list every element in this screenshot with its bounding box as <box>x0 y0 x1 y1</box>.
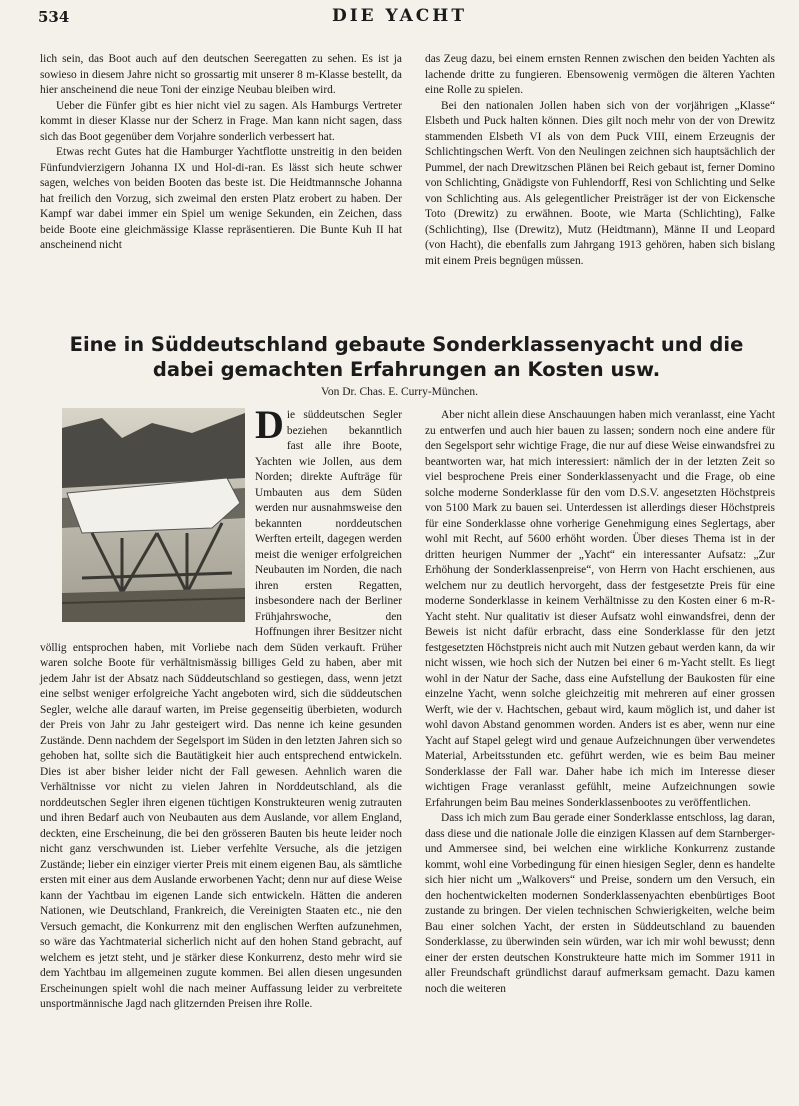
paragraph: Ueber die Fünfer gibt es hier nicht viel zu sagen. Als Hamburgs Vertreter kommt in dieser Klasse nur der Scherz in Frage. Man kann nicht sagen, dass sich das Boot gegenüber dem Vorjahre sonderlich verbessert hat. <box>40 99 402 143</box>
top-left-column <box>40 52 402 254</box>
paragraph: Bei den nationalen Jollen haben sich von der vorjährigen „Klasse“ Elsbeth und Puck halten können. Dies gilt noch mehr von der von Drewitz stammenden Elsbeth VI als von dem Puck VIII, einem Erzeugnis der Schlichtingschen Werft. Von den Neulingen zeichnen sich hauptsächlich der Pummel, der nach Drewitzschen Plänen bei Reich gebaut ist, ferner Domino von Schlichting, Gnädigste von Fuhlendorff, Resi von Schlichting und Selke von Schlichting aus. Als gelegentlicher Preisträger ist der von Eickensche Toto (Drewitz) zu erwähnen. Boote, wie Marta (Schlichting), Falke (Schlichting), Ilse (Drewitz), Mutz (Heidtmann), Männe II und Leopard (von Hacht), die ebenfalls zum Jahrgang 1913 gehören, haben sich bislang mit einem Preis begnügen müssen. <box>425 99 775 267</box>
photo-placeholder <box>40 408 255 626</box>
paragraph: lich sein, das Boot auch auf den deutschen Seeregatten zu sehen. Es ist ja sowieso in diesem Jahre nicht so grossartig mit unserer 8 m-Klasse bestellt, da hier anscheinend die neue Toni der einzige Neubau bleiben wird. <box>40 53 402 96</box>
paragraph: Dass ich mich zum Bau gerade einer Sonderklasse entschloss, lag daran, dass diese und die nationale Jolle die einzigen Klassen auf dem Starnberger- und Ammersee sind, bei welchen eine wirkliche Konkurrenz zustande kommt, wohl eine Vorbedingung für einen hiesigen Segler, denn es handelte sich hier nicht um „Walkovers“ und Preise, sondern um den Versuch, ein den hochentwickelten modernen Sonderklassenyachten ebenbürtiges Boot zustande zu bringen. Der vielen technischen Schwierigkeiten, welche beim Bau einer solchen Yacht, der ersten in Süddeutschland zu bauenden Sonderklasse, zu überwinden sein würden, war ich mir wohl bewusst; denn einer der ersten deutschen Konstrukteure hatte mich im Sommer 1911 in aller Freundschaft gründlichst darauf aufmerksam gemacht. Dazu kamen noch die weiteren <box>425 812 775 995</box>
drop-cap: D <box>255 402 284 447</box>
running-head: DIE YACHT <box>331 6 468 26</box>
article-title: Eine in Süddeutschland gebaute Sonderklassenyacht und die dabei gemachten Erfahrungen an Kosten usw. <box>69 333 744 381</box>
paragraph: das Zeug dazu, bei einem ernsten Rennen zwischen den beiden Yachten als lachende dritte zu fungieren. Ebensowenig vermögen die älteren Yachten eine Rolle zu spielen. <box>425 53 775 96</box>
top-right-column <box>425 52 775 269</box>
paragraph: Etwas recht Gutes hat die Hamburger Yachtflotte unstreitig in den beiden Fünfundvierzigern Johanna IX und Hol-di-ran. Es lässt sich heute schwer sagen, welches von beiden Booten das beste ist. Die Heidtmannsche Johanna hat freilich den Vorzug, sich zweimal den ersten Platz erobert zu haben. Der Kampf war dabei immer ein Spiel um wenige Sekunden, ein Zeichen, dass beide Boote eine gleichmässige Klasse repräsentieren. Die Bunte Kuh II hat anscheinend nicht <box>40 146 402 251</box>
article-left-column <box>40 402 402 1013</box>
article-byline: Von Dr. Chas. E. Curry-München. <box>321 386 478 398</box>
paragraph: Aber nicht allein diese Anschauungen haben mich veranlasst, eine Yacht zu entwerfen und auch hier bauen zu lassen; sondern noch eine andere für den Segelsport sehr wichtige Frage, die nur auf diese Weise einwandsfrei zu beantworten war, hat mich interessiert: nämlich der in der letzten Zeit so viel besprochene Preis einer Sonderklassenyacht und die Frage, ob eine solche moderne Sonderklasse für den vom D.S.V. angesetzten Höchstpreis von 5100 Mark zu bauen sei. Unterdessen ist allerdings dieser Höchstpreis für eine Sonderklasse ohne vorherige Genehmigung eines Seglertags, aber wohl mit Recht, auf 5600 erhöht worden. Über dieses Thema ist in der dritten heurigen Nummer der „Yacht“ ein interessanter Aufsatz: „Zur Erhöhung der Sonderklassenpreise“, von Herrn von Hacht erschienen, aus welchem nur zu deutlich hervorgeht, dass der festgesetzte Preis für eine moderne Sonderklasse in keinem Verhältnisse zu den Kosten einer 6 m-R-Yacht steht. Nur qualitativ ist dieser Aufsatz wohl einwandsfrei, denn der Beweis ist nicht dafür erbracht, dass eine Sonderklasse für den jetzt festgesetzten Höchstpreis nicht auch mit Nutzen gebaut werden kann, da wir nicht wissen, wie hoch sich der Nutzen bei einer 6 m-Yacht stellt. Es liegt wohl in der Natur der Sache, dass eine Aufstellung der Baukosten für eine einzelne Yacht, wenn solche gleichzeitig mit mehreren auf einer grossen Werft, wie der v. Hachtschen, gebaut wird, kaum möglich ist, und daher ist wohl davon Abstand genommen worden. Anders ist es aber, wenn nur eine Yacht auf Stapel gelegt wird und genaue Aufzeichnungen über verwendetes Material, Arbeitsstunden etc. geführt werden, wie es beim Bau meiner Sonderklasse der Fall war. Daher habe ich mich im Interesse dieser wichtigen Frage veranlasst gefühlt, meine Aufzeichnungen sowie Erfahrungen beim Bau meines Sonderklassenbootes zu veröffentlichen. <box>425 409 775 809</box>
paragraph-text: ie süddeutschen Segler beziehen bekanntlich fast alle ihre Boote, Yachten wie Jollen, aus dem Norden; direkte Aufträge für Umbauten aus dem Süden werden nur ausnahmsweise den bekannten norddeutschen Werften erteilt, dagegen werden meist die weniger erfolgreichen Neubauten im Norden, die nach ihren ersten Regatten, insbesondere nach der Berliner Frühjahrswoche, den Hoffnungen ihrer Besitzer nicht völlig entsprochen haben, mit Vorliebe nach dem Süden verkauft. Früher waren solche Boote für verhältnismässig billiges Geld zu haben, aber mit jedem Jahr ist der Absatz nach Süddeutschland so gestiegen, dass, wenn jetzt eine selbst weniger erfolgreiche Yacht angeboten wird, sich die süddeutschen Segler, welche alle darauf warten, im Preise gegenseitig überbieten, wodurch der Preis von Jahr zu Jahr gesteigert wird. Das nenne ich keine gesunden Zustände. Denn nachdem der Segelsport im Süden in den letzten Jahren sich so gehoben hat, sollte sich die Bautätigkeit hier auch entsprechend entwickeln. Dies ist aber bisher leider nicht der Fall gewesen. Aehnlich waren die Verhältnisse vor nicht zu vielen Jahren in Norddeutschland, als die norddeutschen Segler ihren eigenen tüchtigen Konstrukteuren wenig zutrauten und ihren Bedarf auch von Neubauten aus dem Auslande, vor allem England, deckten, eine Erscheinung, die bei den grösseren Bauten bis heute leider noch nicht ganz verschwunden ist. Lieber verfehlte Versuche, als die jetzigen Zustände; lieber ein einziger vierter Preis mit einem eigenen Bau, als sämtliche ersten mit einer aus dem Auslande erworbenen Yacht; denn nur auf diese Weise kann der Yachtbau im eigenen Lande sich entwickeln. Hätten die anderen Nationen, wie Deutschland, Frankreich, die Vereinigten Staaten etc., nie den Versuch gemacht, die Konkurrenz mit den englischen Werften aufzunehmen, so wäre das Yachtmaterial sicherlich nicht auf den hohen Stand gebracht, auf welchem es jetzt steht, und je stärker diese Konkurrenz, desto mehr wird sie dem Yachtbau im allgemeinen zugute kommen. Bei allen diesen ungesunden Erscheinungen spielt wohl die nach meiner Auffassung leider zu verbreitete unsportmännische Jagd nach glitzernden Preisen ihre Rolle. <box>40 409 402 1010</box>
article-right-column <box>425 408 775 997</box>
page-number: 534 <box>38 8 70 26</box>
